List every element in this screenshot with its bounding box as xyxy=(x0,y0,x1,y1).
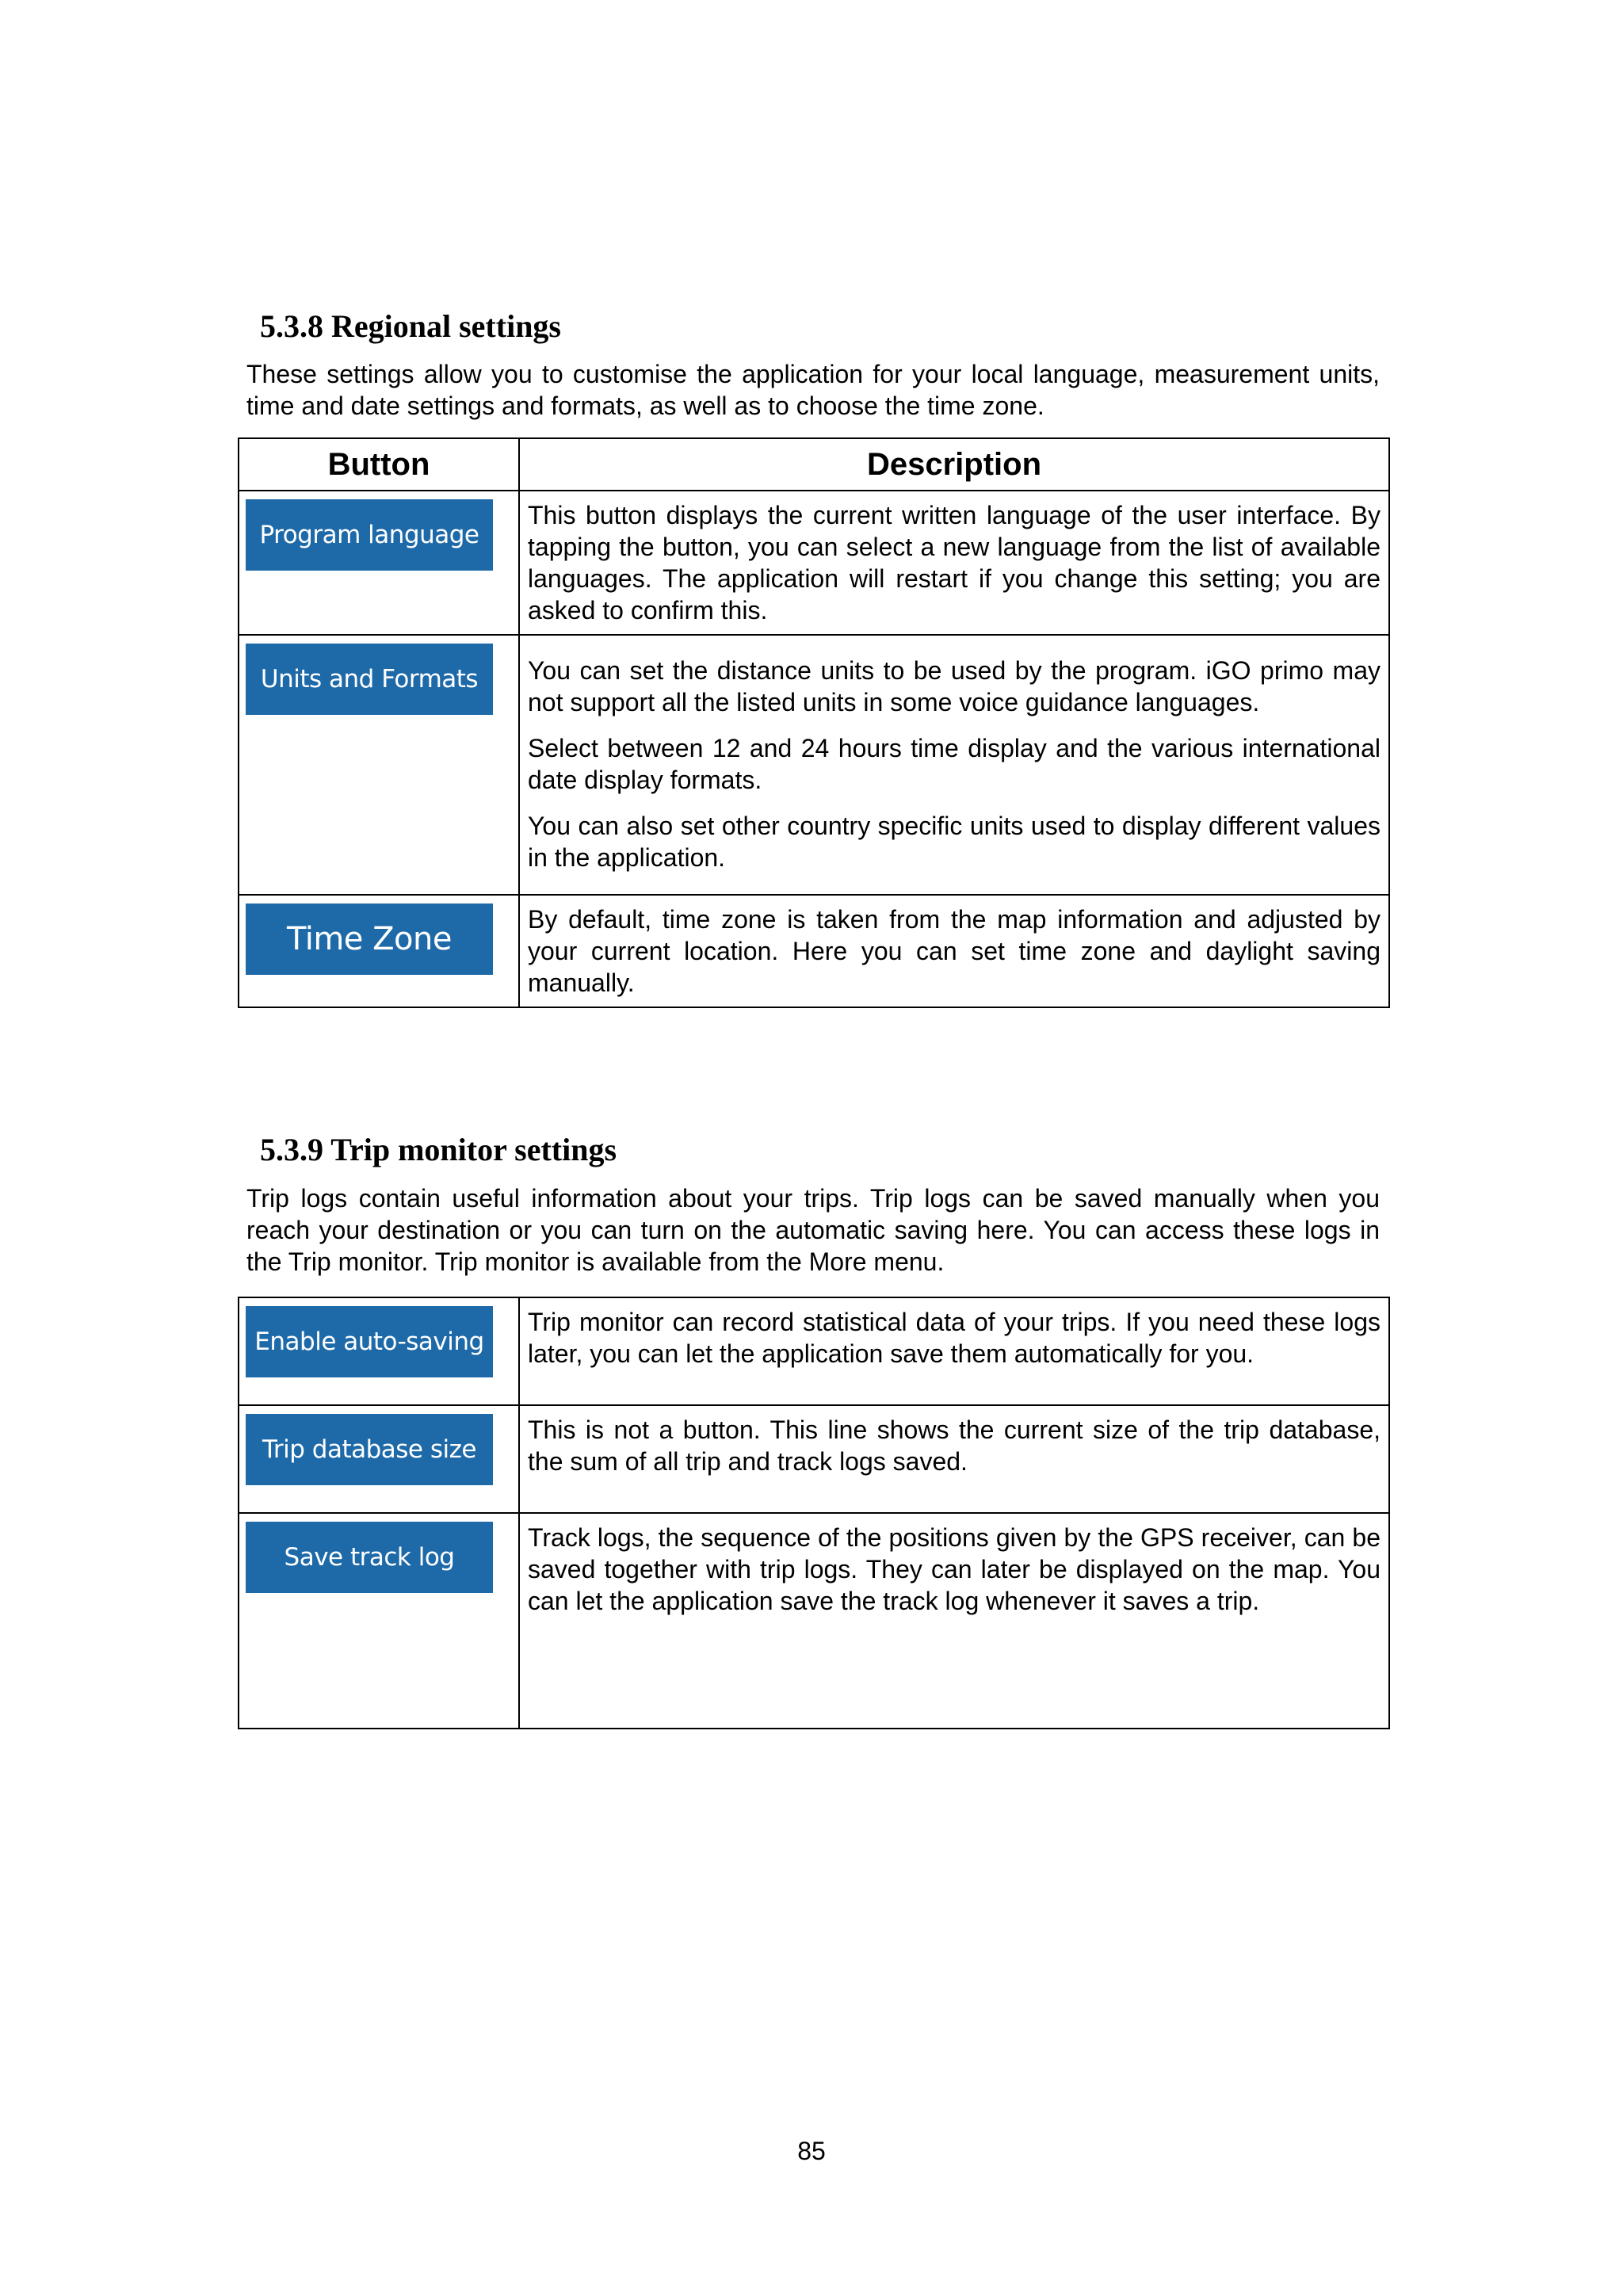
section-intro-trip-monitor: Trip logs contain useful information about your trips. Trip logs can be saved manually when you reach your destination or you can turn on the automatic saving here. You can access these logs in the Trip monitor. Trip monitor is available from the More menu. xyxy=(246,1184,1380,1276)
save-track-log-button[interactable]: Save track log xyxy=(246,1522,493,1593)
description-cell xyxy=(519,895,1389,1007)
button-cell xyxy=(239,1297,519,1405)
trip-database-size-button[interactable]: Trip database size xyxy=(246,1414,493,1485)
description-text: By default, time zone is taken from the map information and adjusted by your current location. Here you can set time zone and daylight saving manually. xyxy=(528,905,1381,997)
table-row xyxy=(239,1513,1389,1729)
column-header-button: Button xyxy=(239,438,519,491)
enable-auto-saving-button[interactable]: Enable auto-saving xyxy=(246,1306,493,1377)
description-text: You can set the distance units to be used by the program. iGO primo may not support all the listed units in some voice guidance languages. xyxy=(528,656,1381,716)
description-text: This button displays the current written language of the user interface. By tapping the button, you can select a new language from the list of available languages. The application will restart if you change this setting; you are asked to confirm this. xyxy=(528,501,1381,625)
section-heading-trip-monitor: 5.3.9 Trip monitor settings xyxy=(260,1132,617,1167)
time-zone-button[interactable]: Time Zone xyxy=(246,904,493,975)
description-cell xyxy=(519,1297,1389,1405)
description-text: Select between 12 and 24 hours time display and the various international date display formats. xyxy=(528,734,1381,794)
trip-monitor-settings-table xyxy=(238,1297,1390,1729)
table-row xyxy=(239,635,1389,895)
regional-settings-table xyxy=(238,437,1390,1008)
column-header-description: Description xyxy=(519,438,1389,491)
section-intro-regional: These settings allow you to customise the application for your local language, measurement units, time and date settings and formats, as well as to choose the time zone. xyxy=(246,360,1380,420)
description-text: Track logs, the sequence of the positions given by the GPS receiver, can be saved together with trip logs. They can later be displayed on the map. You can let the application save the track log whenever it saves a trip. xyxy=(528,1523,1381,1615)
table-row xyxy=(239,1297,1389,1405)
button-cell xyxy=(239,895,519,1007)
button-cell xyxy=(239,635,519,895)
description-text: You can also set other country specific units used to display different values in the application. xyxy=(528,812,1381,872)
page-number: 85 xyxy=(797,2137,826,2165)
table-header-row xyxy=(239,438,1389,491)
description-cell xyxy=(519,635,1389,895)
program-language-button[interactable]: Program language xyxy=(246,499,493,571)
button-cell xyxy=(239,1513,519,1729)
description-cell xyxy=(519,491,1389,635)
table-row xyxy=(239,491,1389,635)
units-and-formats-button[interactable]: Units and Formats xyxy=(246,644,493,715)
section-heading-regional: 5.3.8 Regional settings xyxy=(260,308,561,344)
button-cell xyxy=(239,491,519,635)
button-cell xyxy=(239,1405,519,1513)
description-cell xyxy=(519,1405,1389,1513)
description-text: This is not a button. This line shows the current size of the trip database, the sum of all trip and track logs saved. xyxy=(528,1415,1381,1476)
description-cell xyxy=(519,1513,1389,1729)
description-text: Trip monitor can record statistical data of your trips. If you need these logs later, you can let the application save them automatically for you. xyxy=(528,1308,1381,1368)
table-row xyxy=(239,1405,1389,1513)
table-row xyxy=(239,895,1389,1007)
